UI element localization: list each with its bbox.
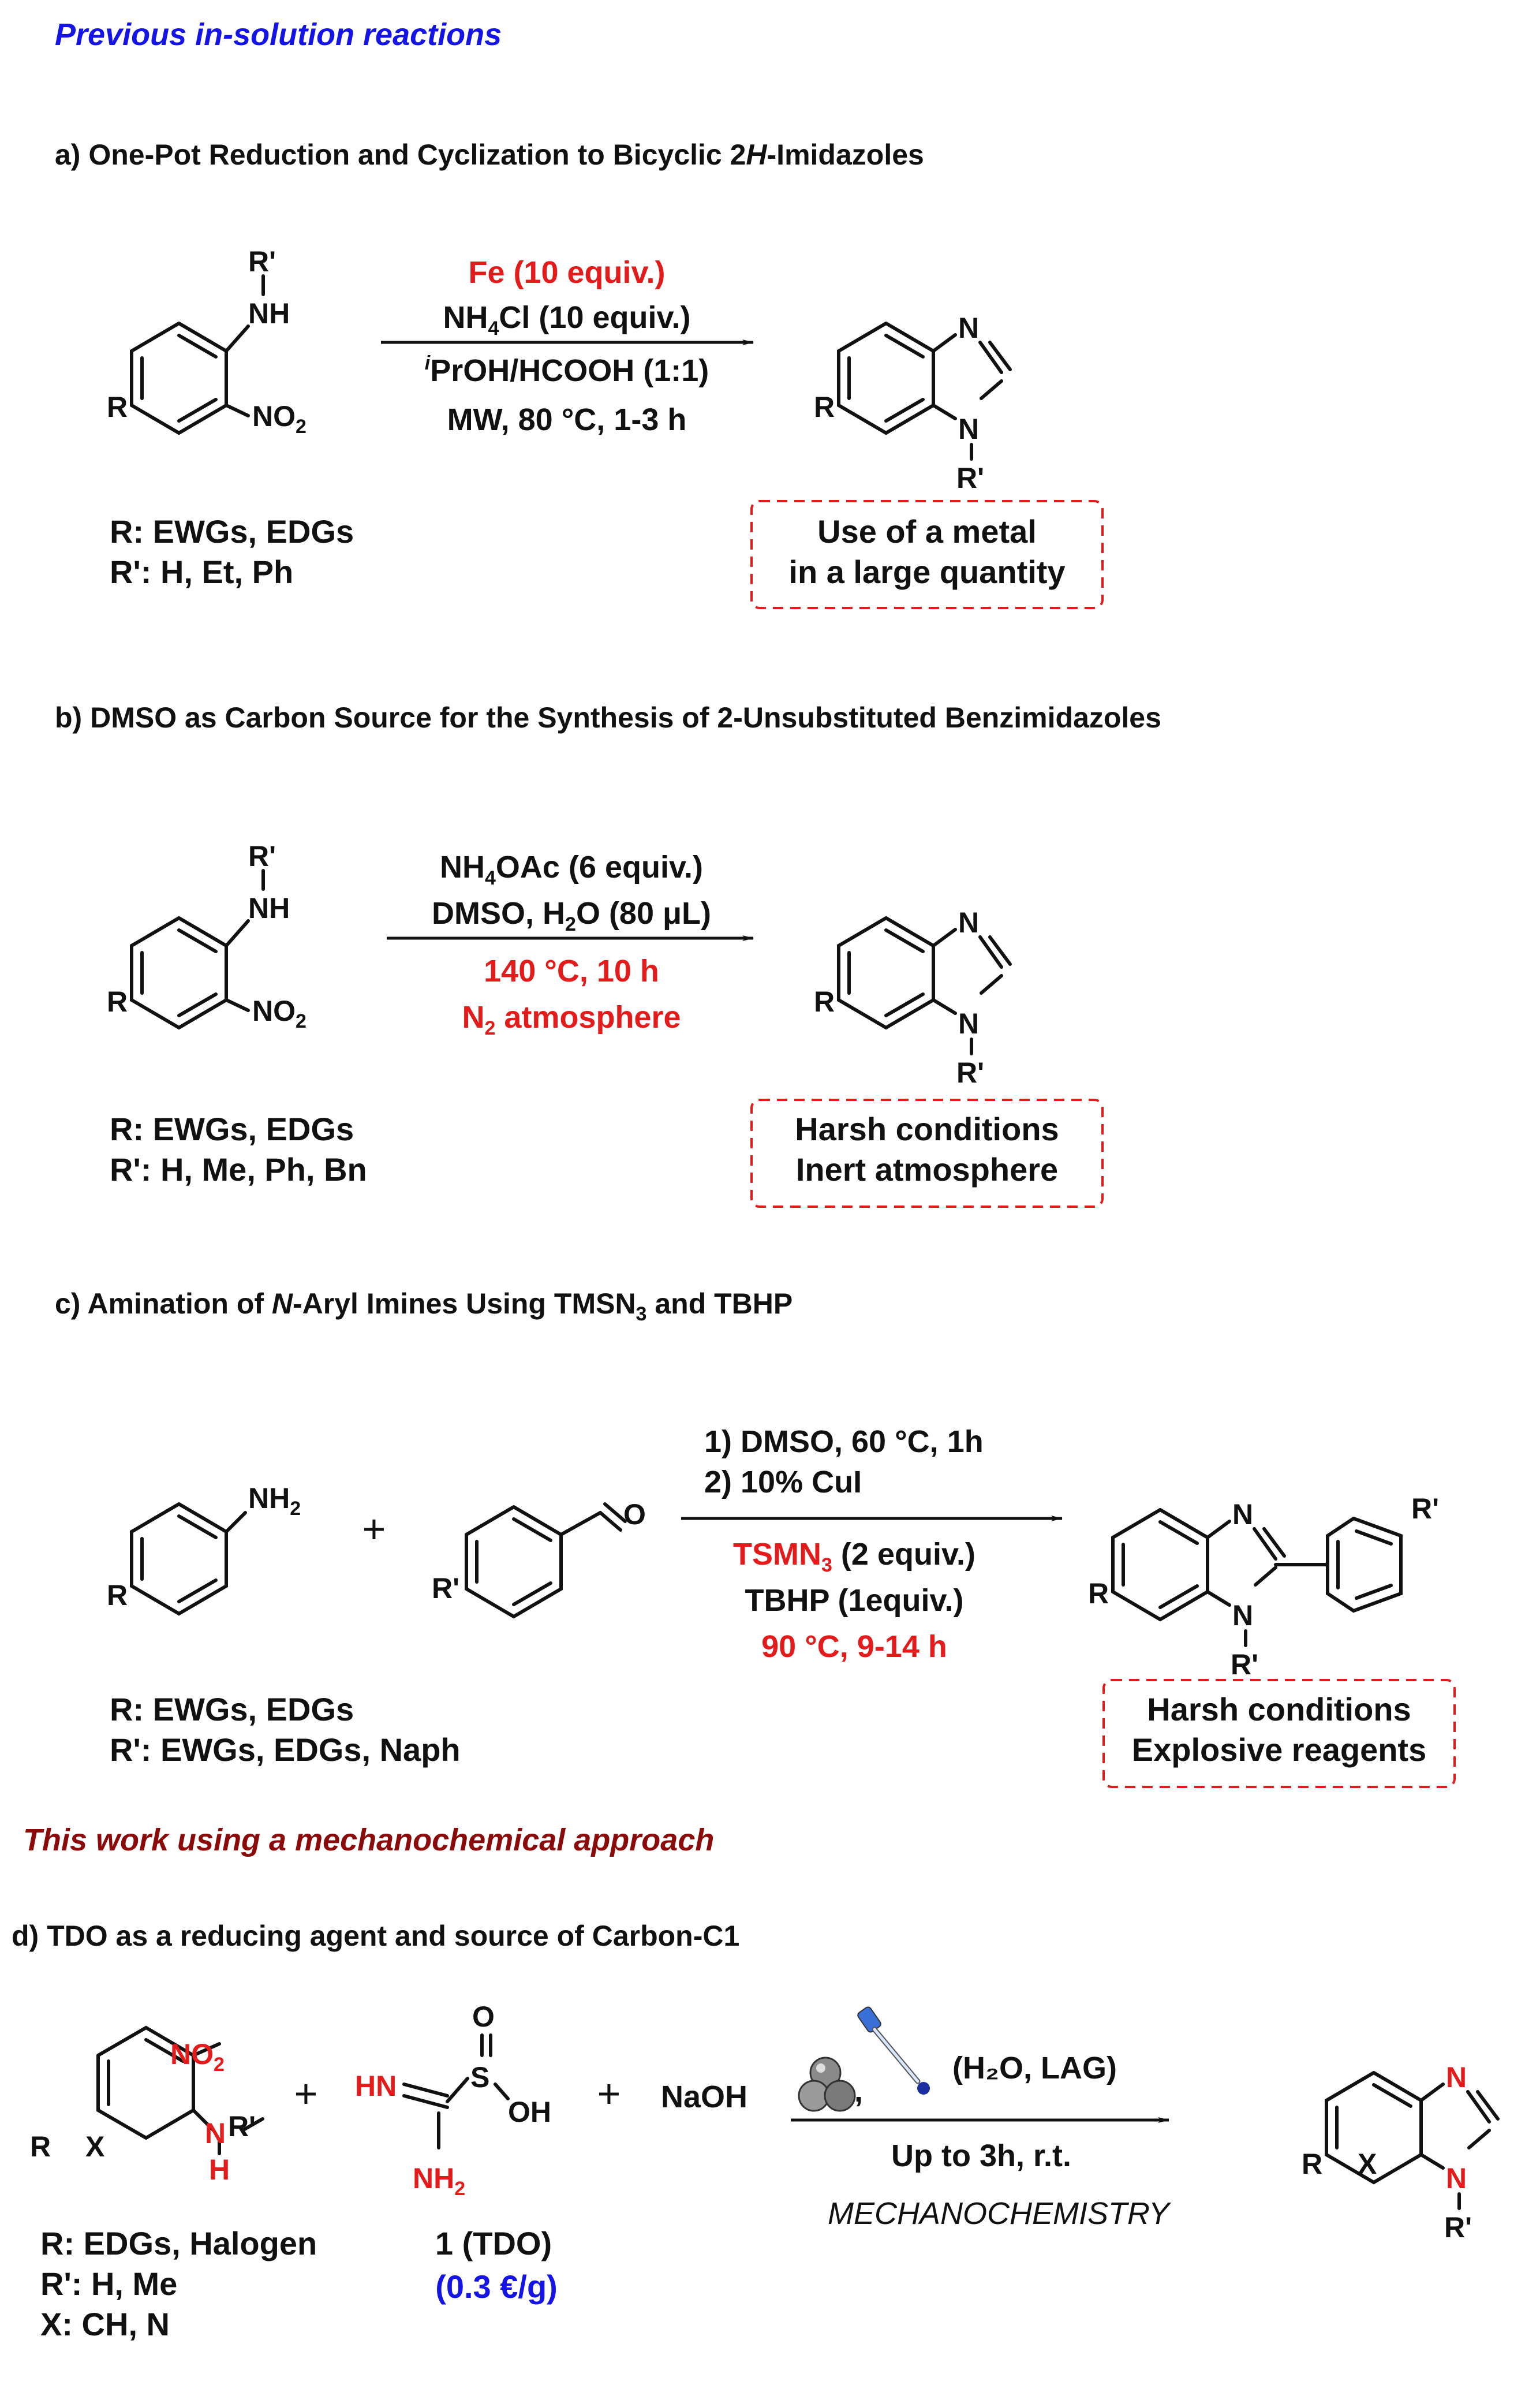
product-d-azabenzimidazole: [1302, 2061, 1498, 2244]
note-a-line2: in a large quantity: [788, 554, 1066, 590]
cond-c-step1: 1) DMSO, 60 °C, 1h: [704, 1424, 984, 1459]
atom-n3: N: [958, 312, 980, 344]
cond-c-step2: 2) 10% CuI: [704, 1465, 862, 1499]
atom-oh: OH: [508, 2096, 551, 2128]
note-c-line2: Explosive reagents: [1131, 1731, 1427, 1768]
product-b-benzimidazole: [814, 906, 1010, 1089]
plus-d2: +: [597, 2071, 621, 2116]
atom-n1: N: [958, 1007, 980, 1040]
atom-x: X: [85, 2130, 105, 2163]
atom-h-amine: H: [209, 2154, 230, 2186]
cond-b-nh4oac: $NH_4OAc$ (6 equiv.): [440, 850, 703, 889]
subst-b-r: R: EWGs, EDGs: [110, 1111, 354, 1147]
atom-rprime: R': [432, 1572, 459, 1604]
subst-d-rprime: R': H, Me: [40, 2266, 178, 2302]
atom-o-sulfinyl: O: [472, 2001, 495, 2033]
note-a-line1: Use of a metal: [817, 513, 1037, 550]
cond-d-lag: (H₂O, LAG): [952, 2051, 1117, 2085]
plus-c: +: [362, 1506, 386, 1551]
section-c-title: c) Amination of N-Aryl Imines Using $TMSN_3$ and TBHP: [55, 1287, 793, 1325]
cond-d-mechanochemistry: MECHANOCHEMISTRY: [827, 2196, 1170, 2231]
atom-r: R: [814, 986, 835, 1018]
atom-s: S: [470, 2061, 490, 2093]
atom-r: R: [107, 1579, 128, 1611]
cond-a-nh4cl: $NH_4Cl$ (10 equiv.): [443, 300, 691, 339]
reactant-d-tdo: [355, 2001, 551, 2200]
header-previous: Previous in-solution reactions: [55, 17, 502, 52]
atom-rprime-aryl: R': [1411, 1492, 1439, 1525]
atom-hn: HN: [355, 2070, 397, 2102]
subst-a-rprime: R': H, Et, Ph: [110, 554, 294, 590]
atom-r: R: [30, 2130, 51, 2163]
plus-d1: +: [294, 2071, 318, 2116]
subst-a-r: R: EWGs, EDGs: [110, 513, 354, 550]
atom-no2: $NO_2$: [170, 2038, 225, 2076]
reagent-naoh: NaOH: [661, 2080, 748, 2114]
comma-d: ,: [854, 2074, 864, 2108]
cond-b-dmso: DMSO, $H_2O$ (80 μL): [432, 896, 711, 935]
cond-a-solvent: $^i$PrOH/HCOOH (1:1): [424, 352, 709, 388]
product-c-arylbenzimidazole: [1088, 1492, 1439, 1681]
atom-r: R: [1088, 1577, 1109, 1610]
note-c-line1: Harsh conditions: [1147, 1691, 1411, 1727]
tdo-price: (0.3 €/g): [435, 2268, 558, 2305]
cond-c-tmsn3: $TSMN_3$ (2 equiv.): [733, 1537, 975, 1576]
atom-rprime: R': [1231, 1648, 1258, 1681]
atom-rprime: R': [956, 462, 984, 494]
atom-nh: NH: [248, 892, 290, 924]
atom-r: R: [107, 391, 128, 423]
note-b-line1: Harsh conditions: [795, 1111, 1059, 1147]
atom-n1: N: [958, 413, 980, 445]
atom-n1: N: [1446, 2162, 1467, 2195]
pipette-icon: [857, 2006, 930, 2095]
reactant-b-nitroaniline: [107, 840, 306, 1032]
atom-rprime: R': [248, 245, 276, 278]
atom-no2: $NO_2$: [252, 995, 306, 1032]
cond-a-mw: MW, 80 °C, 1-3 h: [447, 402, 687, 437]
atom-o: O: [623, 1498, 646, 1531]
product-a-benzimidazole: [814, 312, 1010, 494]
atom-n3: N: [958, 906, 980, 939]
atom-r: R: [107, 986, 128, 1018]
cond-b-atmosphere: $N_2$ atmosphere: [462, 1000, 681, 1039]
ball-mill-icon: [799, 2058, 855, 2111]
cond-d-time: Up to 3h, r.t.: [891, 2139, 1072, 2173]
atom-nh2: $NH_2$: [248, 1482, 301, 1520]
atom-x: X: [1358, 2148, 1377, 2180]
reactant-a-nitroaniline: [107, 245, 306, 438]
reactant-c-benzaldehyde: [432, 1498, 646, 1617]
subst-d-x: X: CH, N: [40, 2306, 170, 2342]
atom-r: R: [814, 391, 835, 423]
atom-n1: N: [1232, 1599, 1254, 1632]
section-a-title: a) One-Pot Reduction and Cyclization to Bicyclic 2H-Imidazoles: [55, 139, 924, 171]
cond-c-temp: 90 °C, 9-14 h: [761, 1629, 947, 1664]
subst-d-r: R: EDGs, Halogen: [40, 2225, 317, 2261]
atom-n3: N: [1232, 1498, 1254, 1531]
atom-n3: N: [1446, 2061, 1467, 2093]
atom-no2: $NO_2$: [252, 400, 306, 438]
atom-rprime: R': [248, 840, 276, 872]
cond-a-fe: Fe (10 equiv.): [468, 255, 666, 290]
cond-c-tbhp: TBHP (1equiv.): [745, 1583, 964, 1618]
atom-r: R: [1302, 2148, 1323, 2180]
atom-rprime: R': [956, 1057, 984, 1089]
note-b-line2: Inert atmosphere: [795, 1151, 1059, 1188]
section-b-title: b) DMSO as Carbon Source for the Synthesis of 2-Unsubstituted Benzimidazoles: [55, 701, 1161, 734]
atom-rprime: R': [228, 2110, 256, 2143]
reactant-d-nitroarylamine: [30, 2028, 263, 2186]
atom-n-amine: N: [205, 2117, 226, 2149]
atom-nh2: $NH_2$: [413, 2162, 466, 2200]
subst-b-rprime: R': H, Me, Ph, Bn: [110, 1151, 367, 1188]
header-this-work: This work using a mechanochemical approach: [23, 1823, 715, 1857]
tdo-label: 1 (TDO): [435, 2225, 552, 2261]
atom-rprime: R': [1444, 2211, 1472, 2244]
subst-c-r: R: EWGs, EDGs: [110, 1691, 354, 1727]
cond-b-temp: 140 °C, 10 h: [484, 954, 659, 988]
atom-nh: NH: [248, 297, 290, 330]
subst-c-rprime: R': EWGs, EDGs, Naph: [110, 1731, 461, 1768]
section-d-title: d) TDO as a reducing agent and source of Carbon-C1: [12, 1920, 740, 1952]
reactant-c-aniline: [107, 1482, 301, 1614]
